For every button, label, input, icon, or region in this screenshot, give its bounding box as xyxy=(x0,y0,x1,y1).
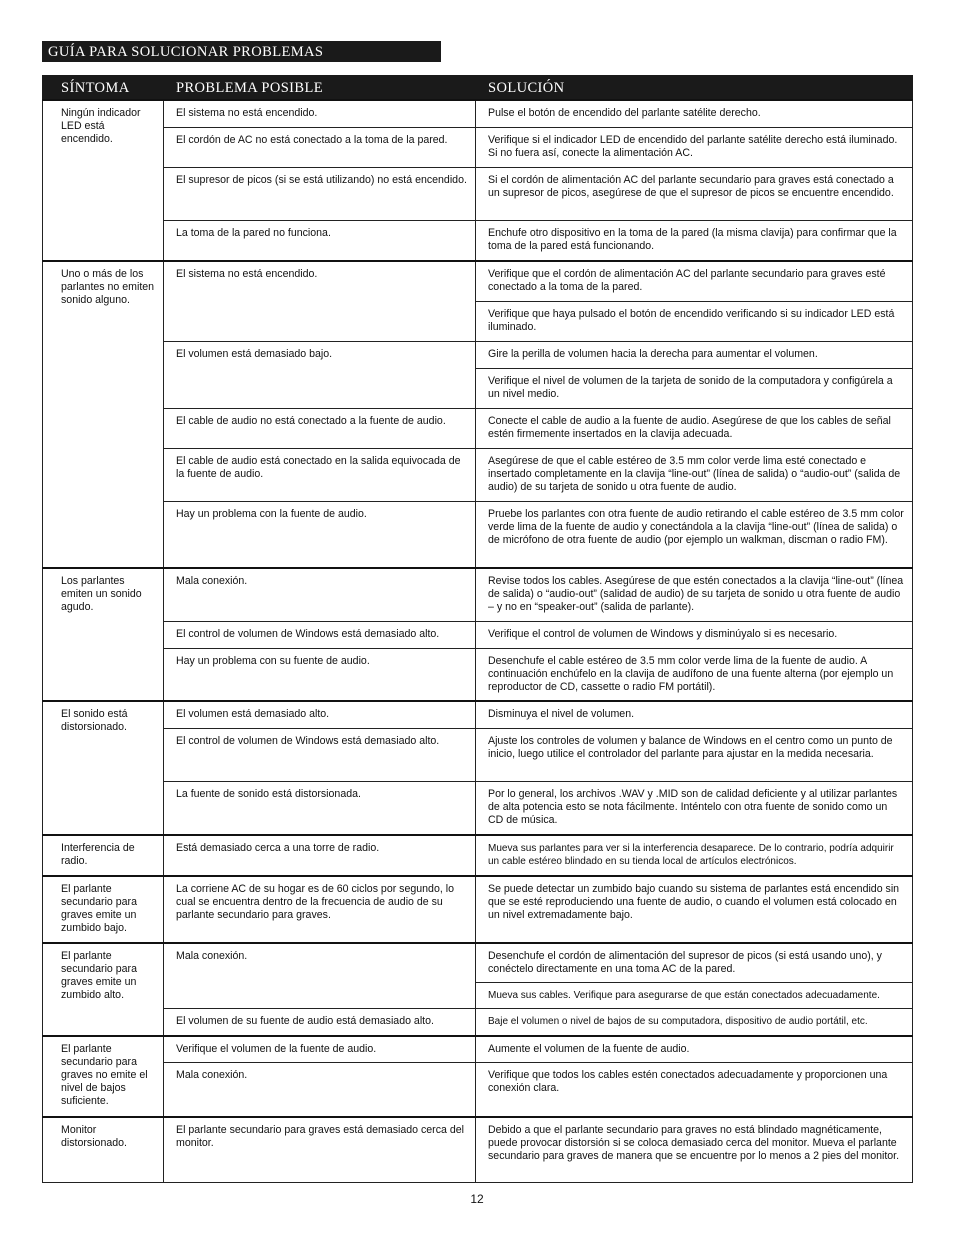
header-solution: SOLUCIÓN xyxy=(476,76,913,101)
table-row xyxy=(43,127,913,167)
solution-cell: Conecte el cable de audio a la fuente de audio. Asegúrese de que los cables de señal estén firmemente insertados en la clavija adecuada. xyxy=(476,408,913,448)
solution-cell: Baje el volumen o nivel de bajos de su computadora, dispositivo de audio portátil, etc. xyxy=(476,1009,913,1036)
table-row xyxy=(43,943,913,983)
table-row xyxy=(43,728,913,781)
solution-cell: Enchufe otro dispositivo en la toma de la pared (la misma clavija) para confirmar que la toma de la pared está funcionando. xyxy=(476,220,913,261)
table-header xyxy=(43,76,913,101)
solution-cell: Revise todos los cables. Asegúrese de que estén conectados a la clavija “line-out” (línea de salida) o “audio-out” (salidad de audio) de su tarjeta de sonido u otra fuente de audio – y no en “speaker-out” (salida de parlante). xyxy=(476,568,913,621)
problem-cell: El sistema no está encendido. xyxy=(164,261,476,341)
solution-cell: Desenchufe el cordón de alimentación del supresor de picos (si está usando uno), y conéctelo directamente en una toma AC de la pared. xyxy=(476,943,913,983)
table-row xyxy=(43,568,913,621)
header-problem: PROBLEMA POSIBLE xyxy=(164,76,476,101)
table-row xyxy=(43,1117,913,1183)
problem-cell: El parlante secundario para graves está demasiado cerca del monitor. xyxy=(164,1117,476,1183)
problem-cell: El volumen está demasiado bajo. xyxy=(164,341,476,408)
table-row xyxy=(43,1009,913,1036)
symptom-group xyxy=(43,1036,913,1117)
table-row xyxy=(43,621,913,648)
symptom-cell: El parlante secundario para graves emite un zumbido alto. xyxy=(43,943,164,1036)
problem-cell: El cable de audio no está conectado a la fuente de audio. xyxy=(164,408,476,448)
solution-cell: Disminuya el nivel de volumen. xyxy=(476,701,913,728)
problem-cell: Hay un problema con la fuente de audio. xyxy=(164,501,476,568)
symptom-cell: Ningún indicador LED está encendido. xyxy=(43,100,164,261)
solution-cell: Verifique que todos los cables estén conectados adecuadamente y proporcionen una conexión clara. xyxy=(476,1063,913,1117)
table-row xyxy=(43,701,913,728)
solution-cell: Se puede detectar un zumbido bajo cuando su sistema de parlantes está encendido sin que se esté reproduciendo una fuente de audio, o cuando el volumen está colocado en un nivel extremadamente bajo. xyxy=(476,876,913,943)
problem-cell: El control de volumen de Windows está demasiado alto. xyxy=(164,621,476,648)
problem-cell: La toma de la pared no funciona. xyxy=(164,220,476,261)
problem-cell: La corriene AC de su hogar es de 60 ciclos por segundo, lo cual se encuentra dentro de la frecuencia de audio de su parlante secundario para graves. xyxy=(164,876,476,943)
solution-cell: Si el cordón de alimentación AC del parlante secundario para graves está conectado a un supresor de picos, asegúrese de que el supresor de picos se encuentre encendido. xyxy=(476,167,913,220)
solution-cell: Pulse el botón de encendido del parlante satélite derecho. xyxy=(476,100,913,127)
problem-cell: El sistema no está encendido. xyxy=(164,100,476,127)
problem-cell: El control de volumen de Windows está demasiado alto. xyxy=(164,728,476,781)
symptom-group xyxy=(43,568,913,701)
solution-cell: Mueva sus cables. Verifique para asegurarse de que están conectados adecuadamente. xyxy=(476,983,913,1009)
problem-cell: El volumen está demasiado alto. xyxy=(164,701,476,728)
table-row xyxy=(43,835,913,875)
section-title: GUÍA PARA SOLUCIONAR PROBLEMAS xyxy=(48,44,324,60)
table-row xyxy=(43,648,913,701)
problem-cell: Hay un problema con su fuente de audio. xyxy=(164,648,476,701)
problem-cell: El cable de audio está conectado en la salida equivocada de la fuente de audio. xyxy=(164,448,476,501)
solution-cell: Aumente el volumen de la fuente de audio. xyxy=(476,1036,913,1063)
table-row xyxy=(43,1063,913,1117)
solution-cell: Verifique que el cordón de alimentación AC del parlante secundario para graves esté conectado a la toma de la pared. xyxy=(476,261,913,301)
solution-cell: Verifique el control de volumen de Windows y disminúyalo si es necesario. xyxy=(476,621,913,648)
symptom-cell: El sonido está distorsionado. xyxy=(43,701,164,835)
solution-cell: Por lo general, los archivos .WAV y .MID son de calidad deficiente y al utilizar parlantes de alta potencia esto se nota fácilmente. Inténtelo con otra fuente de sonido como un CD de música. xyxy=(476,781,913,835)
section-title-bar xyxy=(42,41,441,62)
table-row xyxy=(43,341,913,368)
symptom-group xyxy=(43,701,913,835)
symptom-cell: Los parlantes emiten un sonido agudo. xyxy=(43,568,164,701)
symptom-cell: El parlante secundario para graves no emite el nivel de bajos suficiente. xyxy=(43,1036,164,1117)
solution-cell: Verifique si el indicador LED de encendido del parlante satélite derecho está iluminado. Si no fuera así, conecte la alimentación AC. xyxy=(476,127,913,167)
solution-cell: Gire la perilla de volumen hacia la derecha para aumentar el volumen. xyxy=(476,341,913,368)
problem-cell: Mala conexión. xyxy=(164,568,476,621)
table-row xyxy=(43,220,913,261)
table-row xyxy=(43,876,913,943)
page-number: 12 xyxy=(470,1192,484,1206)
solution-cell: Desenchufe el cable estéreo de 3.5 mm color verde lima de la fuente de audio. A continuación enchúfelo en la clavija de audífono de una fuente alterna (por ejemplo un reproductor de CD, cassette o radio FM portátil). xyxy=(476,648,913,701)
symptom-group xyxy=(43,876,913,943)
table-row xyxy=(43,261,913,301)
table-row xyxy=(43,781,913,835)
solution-cell: Pruebe los parlantes con otra fuente de audio retirando el cable estéreo de 3.5 mm color verde lima de la fuente de audio y conectándola a la clavija “line-out” (línea de salida) o de micrófono de otra fuente de audio (por ejemplo un walkman, discman o radio FM). xyxy=(476,501,913,568)
symptom-group xyxy=(43,835,913,875)
problem-cell: Verifique el volumen de la fuente de audio. xyxy=(164,1036,476,1063)
header-symptom: SÍNTOMA xyxy=(43,76,164,101)
table-row xyxy=(43,100,913,127)
solution-cell: Verifique el nivel de volumen de la tarjeta de sonido de la computadora y configúrela a un nivel medio. xyxy=(476,368,913,408)
symptom-cell: Interferencia de radio. xyxy=(43,835,164,875)
problem-cell: El volumen de su fuente de audio está demasiado alto. xyxy=(164,1009,476,1036)
problem-cell: El cordón de AC no está conectado a la toma de la pared. xyxy=(164,127,476,167)
solution-cell: Ajuste los controles de volumen y balance de Windows en el centro como un punto de inicio, luego utilice el controlador del parlante para ajustar en la medida necesaria. xyxy=(476,728,913,781)
solution-cell: Debido a que el parlante secundario para graves no está blindado magnéticamente, puede provocar distorsión si se coloca demasiado cerca del monitor. Mueva el parlante secundario para graves de manera que se encuentre por lo menos a 2 pies del monitor. xyxy=(476,1117,913,1183)
table-row xyxy=(43,448,913,501)
problem-cell: Mala conexión. xyxy=(164,1063,476,1117)
troubleshooting-table xyxy=(42,75,913,1183)
problem-cell: Mala conexión. xyxy=(164,943,476,1009)
symptom-cell: Uno o más de los parlantes no emiten sonido alguno. xyxy=(43,261,164,568)
solution-cell: Mueva sus parlantes para ver si la interferencia desaparece. De lo contrario, podría adquirir un cable estéreo blindado en su tienda local de artículos electrónicos. xyxy=(476,835,913,875)
symptom-group xyxy=(43,1117,913,1183)
problem-cell: La fuente de sonido está distorsionada. xyxy=(164,781,476,835)
table-row xyxy=(43,1036,913,1063)
symptom-group xyxy=(43,100,913,261)
table-row xyxy=(43,167,913,220)
solution-cell: Verifique que haya pulsado el botón de encendido verificando si su indicador LED está iluminado. xyxy=(476,301,913,341)
table-row xyxy=(43,501,913,568)
symptom-cell: Monitor distorsionado. xyxy=(43,1117,164,1183)
solution-cell: Asegúrese de que el cable estéreo de 3.5 mm color verde lima esté conectado e insertado completamente en la clavija “line-out” (línea de salida) o “audio-out” (salida de audio) de su tarjeta de sonido u otra fuente de audio. xyxy=(476,448,913,501)
problem-cell: El supresor de picos (si se está utilizando) no está encendido. xyxy=(164,167,476,220)
symptom-group xyxy=(43,261,913,568)
symptom-group xyxy=(43,943,913,1036)
table-row xyxy=(43,408,913,448)
problem-cell: Está demasiado cerca a una torre de radio. xyxy=(164,835,476,875)
symptom-cell: El parlante secundario para graves emite un zumbido bajo. xyxy=(43,876,164,943)
